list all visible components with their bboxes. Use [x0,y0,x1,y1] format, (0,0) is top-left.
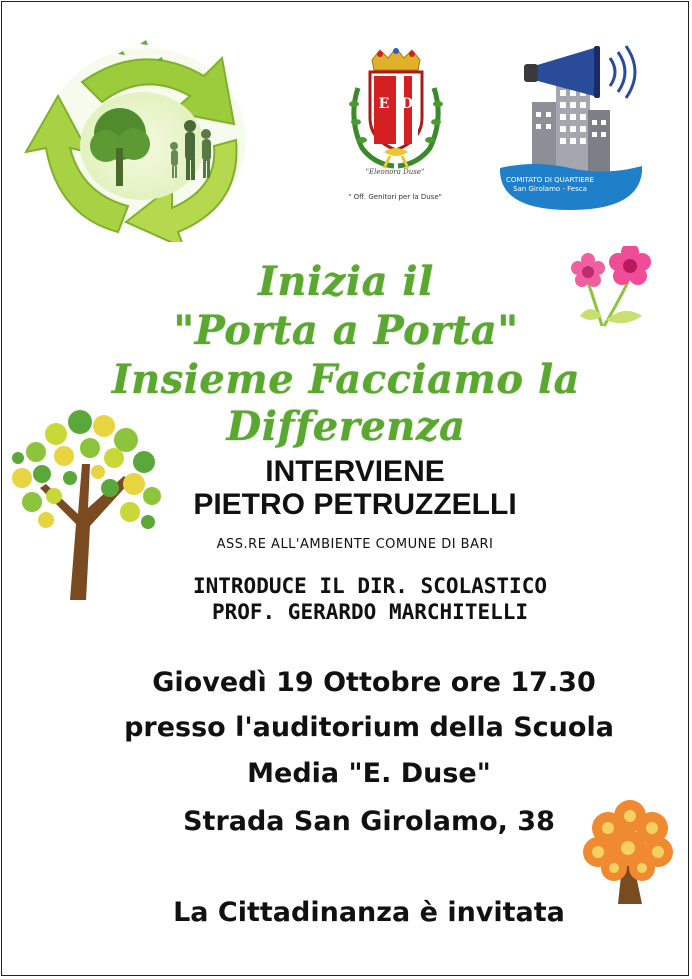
crest-org-label: " Off. Genitori per la Duse" [348,193,442,201]
event-venue-line-1: presso l'auditorium della Scuola [124,712,614,743]
school-crest-icon [344,48,448,172]
event-venue-line-2: Media "E. Duse" [247,758,491,789]
invitation-text: La Cittadinanza è invitata [173,897,565,928]
committee-name: COMITATO DI QUARTIERE [506,176,594,184]
committee-label [500,176,600,194]
committee-area: San Girolamo - Fesca [513,185,587,193]
title-line-3: Insieme Facciamo la Differenza [111,356,581,450]
introducer-name: PROF. GERARDO MARCHITELLI [211,600,529,624]
svg-text:D: D [400,96,414,112]
crest-caption: "Eleonora Duse" [365,168,425,176]
svg-text:E: E [378,96,390,112]
title-line-2: "Porta a Porta" [173,307,519,354]
title-line-1: Inizia il [258,258,434,305]
speaker-intro: INTERVIENE [265,455,445,488]
speaker-name: PIETRO PETRUZZELLI [193,488,517,521]
introducer-title: INTRODUCE IL DIR. SCOLASTICO [192,574,547,598]
event-date: Giovedì 19 Ottobre ore 17.30 [152,667,596,698]
event-address: Strada San Girolamo, 38 [183,806,555,837]
recycle-family-icon [22,36,258,242]
speaker-role: ASS.RE ALL'AMBIENTE COMUNE DI BARI [216,537,494,552]
